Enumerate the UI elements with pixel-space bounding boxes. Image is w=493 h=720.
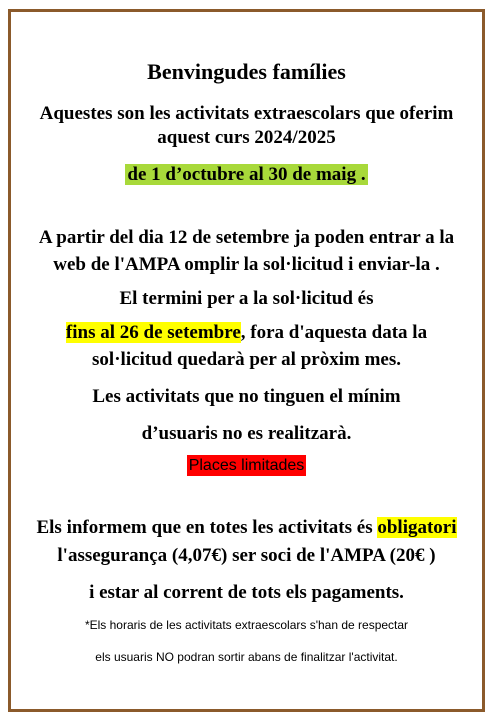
deadline-line-2 — [0, 322, 493, 344]
insurance-line-1 — [0, 517, 493, 539]
insurance-line-3: i estar al corrent de tots els pagaments. — [89, 582, 404, 603]
footnote-line-2: els usuaris NO podran sortir abans de finalitzar l'activitat. — [95, 650, 398, 664]
deadline-highlight: fins al 26 de setembre — [65, 322, 241, 343]
page-title: Benvingudes famílies — [147, 59, 346, 84]
date-range-line — [0, 164, 493, 186]
minimum-line-2: d’usuaris no es realitzarà. — [141, 423, 352, 444]
para1-line-2: web de l'AMPA omplir la sol·licitud i enviar-la . — [53, 254, 440, 275]
insurance-highlight: obligatori — [377, 517, 457, 538]
intro-line-1: Aquestes son les activitats extraescolars que oferim — [39, 103, 454, 124]
insurance-prefix: Els informem que en totes les activitats és — [36, 517, 378, 538]
deadline-line-3: sol·licitud quedarà per al pròxim mes. — [92, 349, 401, 370]
deadline-line-1: El termini per a la sol·licitud és — [119, 288, 374, 309]
places-badge-line — [0, 457, 493, 475]
insurance-line-2: l'assegurança (4,07€) ser soci de l'AMPA (20€ ) — [57, 545, 436, 566]
deadline-rest: , fora d'aquesta data la — [240, 322, 428, 343]
para1-line-1: A partir del dia 12 de setembre ja poden entrar a la — [38, 227, 455, 248]
places-limited-badge: Places limitades — [188, 457, 305, 474]
footnote-line-1: *Els horaris de les activitats extraescolars s'han de respectar — [84, 618, 409, 632]
minimum-line-1: Les activitats que no tinguen el mínim — [92, 386, 401, 407]
date-range-highlight: de 1 d’octubre al 30 de maig . — [127, 164, 366, 185]
intro-line-2: aquest curs 2024/2025 — [157, 127, 336, 148]
